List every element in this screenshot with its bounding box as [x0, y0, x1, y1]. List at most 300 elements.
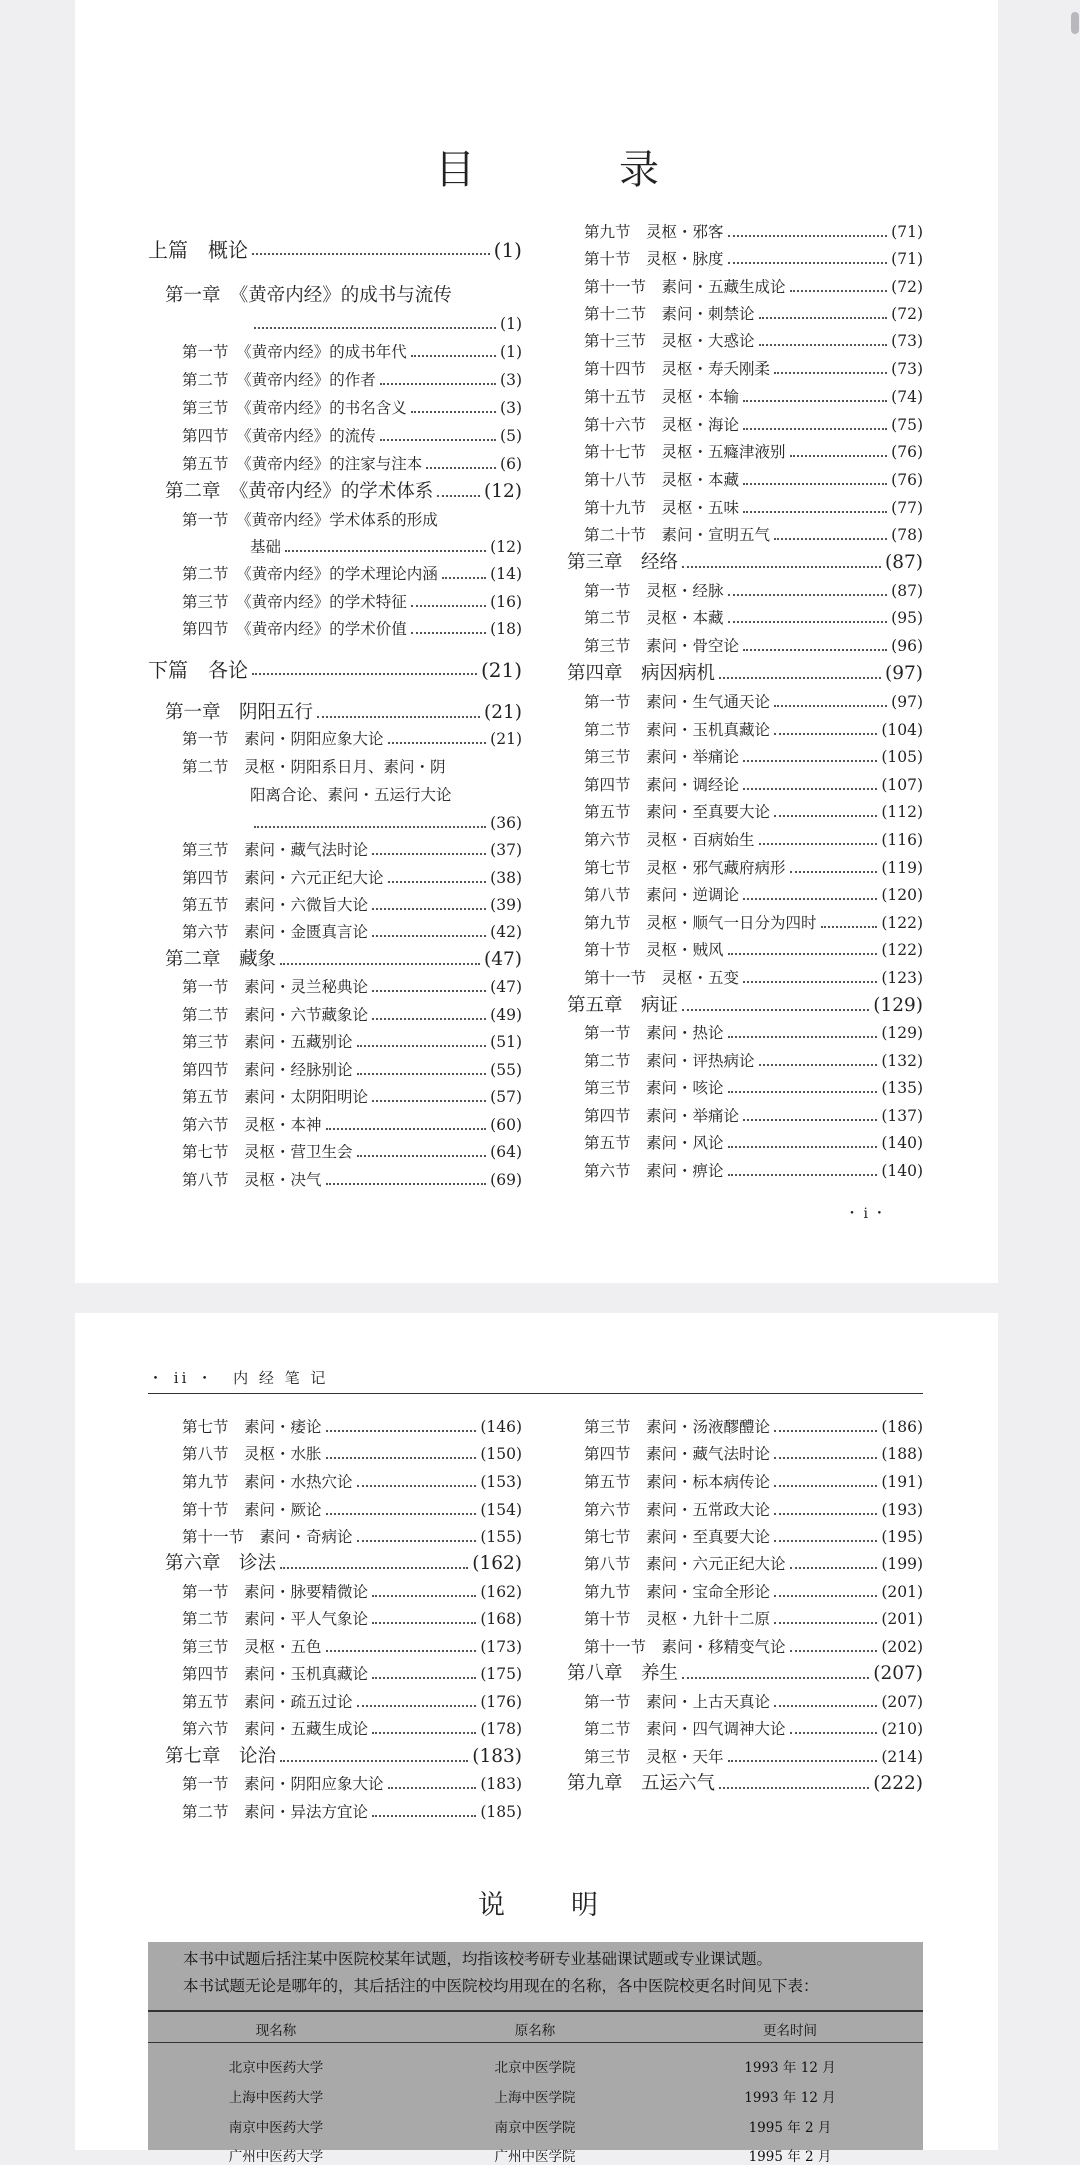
toc-leader-dots: [280, 963, 480, 965]
toc-entry-label: 第二节 素问・六节藏象论: [182, 1006, 369, 1024]
toc-leader-dots: [728, 262, 888, 264]
toc-entry: [165, 482, 522, 502]
toc-leader-dots: [774, 1705, 877, 1707]
toc-leader-dots: [728, 1036, 878, 1038]
toc-entry: [165, 1747, 522, 1767]
toc-entry-label: 第十五节 灵枢・本输: [584, 388, 740, 406]
toc-entry-label: 基础: [250, 538, 282, 556]
toc-entry-page: (78): [891, 526, 923, 544]
toc-entry-page: (76): [891, 471, 923, 489]
toc-entry: [584, 1161, 923, 1181]
toc-entry-page: (146): [480, 1418, 522, 1436]
toc-entry-page: (222): [873, 1773, 923, 1794]
toc-leader-dots: [372, 935, 486, 937]
toc-entry-page: (122): [881, 914, 923, 932]
toc-leader-dots: [774, 1485, 877, 1487]
toc-leader-dots: [285, 550, 486, 552]
toc-entry: [584, 913, 923, 933]
toc-entry-label: 第十一节 素问・奇病论: [182, 1528, 353, 1546]
toc-entry-label: 上篇 概论: [148, 238, 248, 262]
toc-leader-dots: [743, 788, 877, 790]
toc-entry-label: 第七节 灵枢・邪气藏府病形: [584, 859, 786, 877]
toc-entry-page: (74): [891, 388, 923, 406]
toc-entry: [584, 1051, 923, 1071]
toc-entry-label: 第二章 《黄帝内经》的学术体系: [165, 481, 434, 502]
toc-entry-page: (1): [500, 315, 522, 333]
toc-leader-dots: [728, 621, 888, 623]
toc-entry-label: 第六节 素问・金匮真言论: [182, 923, 369, 941]
toc-entry: [584, 359, 923, 379]
toc-entry: [584, 1747, 923, 1767]
toc-entry: [182, 1609, 522, 1629]
toc-entry-label: 阳离合论、素问・五运行大论: [250, 786, 452, 804]
toc-entry: [182, 1527, 522, 1547]
toc-leader-dots: [743, 428, 887, 430]
toc-leader-dots: [728, 1760, 878, 1762]
toc-entry-label: 第八节 灵枢・决气: [182, 1171, 322, 1189]
toc-entry-label: 第三节 灵枢・天年: [584, 1748, 724, 1766]
toc-entry-page: (155): [480, 1528, 522, 1546]
toc-entry-label: 第一节 《黄帝内经》学术体系的形成: [182, 511, 438, 529]
toc-entry: [584, 525, 923, 545]
toc-entry-label: 第九节 素问・水热穴论: [182, 1473, 353, 1491]
toc-entry-page: (21): [490, 730, 522, 748]
toc-entry: [182, 1115, 522, 1135]
toc-leader-dots: [774, 1540, 877, 1542]
note-line-1: 本书中试题后括注某中医院校某年试题，均指该校考研专业基础课试题或专业课试题。: [183, 1950, 773, 1968]
page-number-i: ・ i ・: [845, 1206, 887, 1222]
toc-entry: [182, 895, 522, 915]
toc-entry-page: (195): [881, 1528, 923, 1546]
toc-entry-label: 第十一节 灵枢・五变: [584, 969, 740, 987]
toc-entry-label: 第二节 素问・平人气象论: [182, 1610, 369, 1628]
toc-entry-page: (183): [472, 1746, 522, 1767]
table-cell-rename-date: 1993 年 12 月: [744, 2060, 836, 2076]
toc-leader-dots: [682, 1009, 869, 1011]
toc-entry: [165, 703, 522, 723]
toc-entry: [584, 885, 923, 905]
toc-entry-page: (87): [891, 582, 923, 600]
toc-entry-page: (71): [891, 250, 923, 268]
toc-entry-label: 第二节 《黄帝内经》的作者: [182, 371, 376, 389]
toc-entry-label: 第十八节 灵枢・本藏: [584, 471, 740, 489]
toc-entry-label: 第八节 灵枢・水胀: [182, 1445, 322, 1463]
toc-entry: [148, 240, 522, 260]
toc-entry-page: (21): [484, 702, 522, 723]
toc-entry: [250, 813, 522, 833]
toc-entry-label: 第十节 灵枢・脉度: [584, 250, 724, 268]
toc-entry-label: 第一节 素问・阴阳应象大论: [182, 730, 384, 748]
toc-entry-label: 第九节 灵枢・顺气一日分为四时: [584, 914, 817, 932]
toc-entry-label: 第一节 素问・热论: [584, 1024, 724, 1042]
toc-leader-dots: [790, 1567, 878, 1569]
toc-entry-page: (21): [480, 658, 522, 682]
toc-leader-dots: [759, 843, 878, 845]
toc-leader-dots: [254, 327, 496, 329]
toc-entry-page: (162): [472, 1553, 522, 1574]
toc-entry: [182, 1060, 522, 1080]
toc-entry-label: 第十一节 素问・五藏生成论: [584, 278, 786, 296]
toc-entry-label: 第一节 素问・上古天真论: [584, 1693, 771, 1711]
toc-entry: [584, 1078, 923, 1098]
toc-entry: [182, 370, 522, 390]
toc-entry-label: 第三节 素问・骨空论: [584, 637, 740, 655]
toc-entry-label: 第四节 素问・举痛论: [584, 1107, 740, 1125]
toc-entry-page: (132): [881, 1052, 923, 1070]
table-cell-original-name: 南京中医学院: [494, 2120, 576, 2136]
toc-entry: [584, 1609, 923, 1629]
toc-leader-dots: [821, 926, 878, 928]
toc-entry-label: 第六节 灵枢・本神: [182, 1116, 322, 1134]
toc-leader-dots: [372, 1677, 476, 1679]
toc-entry: [584, 1106, 923, 1126]
toc-leader-dots: [719, 677, 881, 679]
toc-entry-page: (122): [881, 941, 923, 959]
toc-entry: [567, 996, 923, 1016]
toc-leader-dots: [357, 1045, 487, 1047]
toc-entry: [182, 564, 522, 584]
toc-entry-label: 第十节 灵枢・贼风: [584, 941, 724, 959]
table-cell-original-name: 广州中医学院: [494, 2149, 576, 2165]
toc-entry-label: 第一节 素问・脉要精微论: [182, 1583, 369, 1601]
toc-leader-dots: [442, 577, 486, 579]
toc-entry: [584, 608, 923, 628]
toc-leader-dots: [372, 1732, 476, 1734]
toc-entry-page: (72): [891, 305, 923, 323]
toc-entry-page: (207): [881, 1693, 923, 1711]
toc-entry-label: 第四节 素问・经脉别论: [182, 1061, 353, 1079]
toc-entry-label: 第三节 素问・藏气法时论: [182, 841, 369, 859]
toc-entry-page: (173): [480, 1638, 522, 1656]
toc-entry-label: 第一节 灵枢・经脉: [584, 582, 724, 600]
table-cell-original-name: 上海中医学院: [494, 2090, 576, 2106]
toc-entry: [182, 426, 522, 446]
toc-leader-dots: [380, 439, 496, 441]
toc-entry: [567, 553, 923, 573]
toc-entry: [584, 720, 923, 740]
toc-entry: [165, 1554, 522, 1574]
toc-entry: [584, 1500, 923, 1520]
toc-leader-dots: [372, 1100, 486, 1102]
toc-entry-label: 第一章 阴阳五行: [165, 702, 314, 723]
toc-entry: [584, 442, 923, 462]
toc-leader-dots: [682, 566, 881, 568]
toc-leader-dots: [357, 1073, 487, 1075]
toc-entry: [182, 1500, 522, 1520]
notes-box: [148, 1942, 923, 2165]
toc-entry: [165, 950, 522, 970]
toc-entry: [182, 1692, 522, 1712]
toc-entry-label: 第五节 素问・六微旨大论: [182, 896, 369, 914]
toc-leader-dots: [728, 235, 888, 237]
toc-leader-dots: [280, 1760, 468, 1762]
toc-entry: [584, 940, 923, 960]
toc-leader-dots: [388, 1787, 477, 1789]
toc-entry: [584, 581, 923, 601]
toc-entry-page: (154): [480, 1501, 522, 1519]
table-header-original-name: 原名称: [514, 2023, 556, 2039]
toc-entry: [584, 1444, 923, 1464]
toc-leader-dots: [743, 483, 887, 485]
toc-entry-page: (185): [480, 1803, 522, 1821]
scrollbar-thumb[interactable]: [1071, 12, 1079, 34]
toc-leader-dots: [728, 1174, 878, 1176]
toc-entry: [182, 1087, 522, 1107]
toc-entry: [182, 1774, 522, 1794]
toc-entry: [584, 802, 923, 822]
toc-leader-dots: [743, 898, 877, 900]
toc-entry: [182, 1142, 522, 1162]
toc-leader-dots: [774, 538, 887, 540]
toc-leader-dots: [743, 981, 877, 983]
toc-entry: [584, 1692, 923, 1712]
toc-entry: [182, 1472, 522, 1492]
table-top-rule: [148, 2010, 923, 2012]
toc-entry-page: (77): [891, 499, 923, 517]
toc-entry: [584, 1417, 923, 1437]
toc-entry: [584, 1637, 923, 1657]
toc-entry: [584, 1582, 923, 1602]
toc-entry-label: 第二节 灵枢・阴阳系日月、素问・阴: [182, 758, 446, 776]
toc-entry-page: (37): [490, 841, 522, 859]
toc-leader-dots: [774, 372, 887, 374]
toc-leader-dots: [774, 1622, 877, 1624]
toc-leader-dots: [743, 649, 887, 651]
toc-entry: [567, 1664, 923, 1684]
toc-entry-page: (47): [490, 978, 522, 996]
toc-entry-label: 第六章 诊法: [165, 1553, 277, 1574]
toc-leader-dots: [357, 1705, 477, 1707]
toc-leader-dots: [372, 853, 486, 855]
toc-entry-label: 第十九节 灵枢・五味: [584, 499, 740, 517]
toc-entry-label: 第一节 《黄帝内经》的成书年代: [182, 343, 407, 361]
toc-entry-page: (210): [881, 1720, 923, 1738]
toc-entry-label: 第六节 素问・五常政大论: [584, 1501, 771, 1519]
toc-entry-page: (129): [881, 1024, 923, 1042]
toc-entry: [584, 1472, 923, 1492]
toc-leader-dots: [380, 383, 496, 385]
toc-entry: [182, 1664, 522, 1684]
toc-entry-label: 第十节 灵枢・九针十二原: [584, 1610, 771, 1628]
table-cell-rename-date: 1995 年 2 月: [748, 2120, 832, 2136]
toc-entry: [567, 664, 923, 684]
toc-entry-page: (97): [891, 693, 923, 711]
toc-entry-label: 第一节 素问・生气通天论: [584, 693, 771, 711]
toc-entry: [182, 977, 522, 997]
toc-entry: [584, 775, 923, 795]
toc-entry-label: 第五节 素问・标本病传论: [584, 1473, 771, 1491]
toc-leader-dots: [252, 673, 477, 675]
toc-entry-label: 第九节 素问・宝命全形论: [584, 1583, 771, 1601]
toc-entry: [182, 1170, 522, 1190]
toc-entry-label: 第十七节 灵枢・五癃津液别: [584, 443, 786, 461]
toc-leader-dots: [759, 1064, 878, 1066]
toc-entry-page: (60): [490, 1116, 522, 1134]
toc-entry-page: (38): [490, 869, 522, 887]
toc-entry: [584, 331, 923, 351]
toc-entry: [584, 249, 923, 269]
toc-entry-page: (201): [881, 1583, 923, 1601]
toc-entry: [584, 222, 923, 242]
toc-entry-label: 第二节 素问・异法方宜论: [182, 1803, 369, 1821]
toc-entry-label: 第九节 灵枢・邪客: [584, 223, 724, 241]
toc-entry: [182, 510, 522, 530]
toc-entry: [250, 537, 522, 557]
toc-entry-label: 第五节 素问・疏五过论: [182, 1693, 353, 1711]
toc-entry-label: 第二章 藏象: [165, 949, 277, 970]
toc-leader-dots: [743, 400, 887, 402]
header-rule: [148, 1393, 923, 1394]
toc-entry: [182, 1444, 522, 1464]
toc-entry-page: (116): [881, 831, 923, 849]
toc-leader-dots: [388, 881, 487, 883]
toc-leader-dots: [357, 1540, 477, 1542]
toc-leader-dots: [372, 1815, 476, 1817]
toc-entry-page: (201): [881, 1610, 923, 1628]
toc-leader-dots: [372, 990, 486, 992]
toc-entry-page: (150): [480, 1445, 522, 1463]
toc-entry-page: (107): [881, 776, 923, 794]
toc-entry-label: 第四节 素问・玉机真藏论: [182, 1665, 369, 1683]
toc-leader-dots: [743, 760, 877, 762]
toc-entry: [182, 1582, 522, 1602]
table-cell-rename-date: 1995 年 2 月: [748, 2149, 832, 2165]
table-header-rule: [148, 2042, 923, 2043]
toc-leader-dots: [357, 1155, 487, 1157]
table-cell-current-name: 北京中医药大学: [228, 2060, 324, 2076]
toc-entry: [584, 387, 923, 407]
toc-leader-dots: [759, 344, 888, 346]
toc-entry-label: 第三节 素问・咳论: [584, 1079, 724, 1097]
toc-entry-label: 第二节 素问・四气调神大论: [584, 1720, 786, 1738]
toc-entry: [584, 747, 923, 767]
toc-entry: [182, 1719, 522, 1739]
toc-leader-dots: [326, 1513, 477, 1515]
toc-entry-page: (135): [881, 1079, 923, 1097]
toc-entry-page: (6): [500, 455, 522, 473]
toc-entry-page: (64): [490, 1143, 522, 1161]
toc-entry-page: (3): [500, 399, 522, 417]
toc-entry-page: (207): [873, 1663, 923, 1684]
toc-entry-page: (3): [500, 371, 522, 389]
toc-leader-dots: [372, 1595, 476, 1597]
toc-entry-page: (71): [891, 223, 923, 241]
toc-entry-page: (14): [490, 565, 522, 583]
toc-entry-page: (87): [885, 552, 923, 573]
toc-entry-label: 第十节 素问・厥论: [182, 1501, 322, 1519]
table-header-rename-date: 更名时间: [763, 2023, 817, 2039]
toc-entry-page: (73): [891, 332, 923, 350]
toc-entry-page: (69): [490, 1171, 522, 1189]
toc-entry: [182, 619, 522, 639]
toc-entry: [584, 692, 923, 712]
toc-entry-page: (140): [881, 1134, 923, 1152]
toc-entry: [182, 1032, 522, 1052]
toc-entry-label: 第二十节 素问・宣明五气: [584, 526, 771, 544]
toc-entry: [567, 1774, 923, 1794]
toc-leader-dots: [790, 290, 888, 292]
toc-leader-dots: [252, 253, 490, 255]
toc-leader-dots: [790, 455, 888, 457]
table-cell-current-name: 南京中医药大学: [228, 2120, 324, 2136]
toc-entry-label: 第十四节 灵枢・寿夭刚柔: [584, 360, 771, 378]
toc-entry-page: (178): [480, 1720, 522, 1738]
toc-leader-dots: [774, 1430, 877, 1432]
running-header: ・ ii ・ 内 经 笔 记: [148, 1369, 329, 1387]
toc-entry-label: 第五章 病证: [567, 995, 679, 1016]
toc-entry-page: (47): [484, 949, 522, 970]
toc-leader-dots: [728, 1146, 878, 1148]
toc-entry-page: (49): [490, 1006, 522, 1024]
toc-entry-label: 第五节 素问・至真要大论: [584, 803, 771, 821]
toc-entry: [584, 470, 923, 490]
toc-entry-page: (199): [881, 1555, 923, 1573]
toc-leader-dots: [437, 495, 480, 497]
toc-leader-dots: [728, 953, 878, 955]
toc-entry: [182, 922, 522, 942]
toc-entry-label: 第六节 素问・五藏生成论: [182, 1720, 369, 1738]
toc-leader-dots: [254, 826, 486, 828]
toc-entry-page: (57): [490, 1088, 522, 1106]
toc-entry: [182, 1005, 522, 1025]
toc-entry-page: (42): [490, 923, 522, 941]
toc-entry: [584, 830, 923, 850]
toc-entry-page: (214): [881, 1748, 923, 1766]
toc-entry-label: 第三章 经络: [567, 552, 679, 573]
toc-entry-page: (162): [480, 1583, 522, 1601]
toc-entry-label: 第十一节 素问・移精变气论: [584, 1638, 786, 1656]
toc-entry: [182, 729, 522, 749]
toc-leader-dots: [743, 511, 887, 513]
toc-title: 目 录: [435, 147, 665, 193]
toc-entry-page: (129): [873, 995, 923, 1016]
toc-entry: [182, 757, 522, 777]
toc-leader-dots: [790, 1732, 878, 1734]
toc-entry-page: (96): [891, 637, 923, 655]
toc-leader-dots: [774, 1513, 877, 1515]
toc-entry-page: (140): [881, 1162, 923, 1180]
toc-leader-dots: [326, 1457, 477, 1459]
toc-entry-page: (176): [480, 1693, 522, 1711]
toc-entry: [584, 1527, 923, 1547]
table-header-current-name: 现名称: [255, 2023, 297, 2039]
toc-entry: [182, 454, 522, 474]
toc-leader-dots: [774, 1457, 877, 1459]
toc-leader-dots: [790, 1650, 878, 1652]
toc-entry: [584, 1554, 923, 1574]
toc-leader-dots: [411, 355, 496, 357]
toc-entry: [182, 868, 522, 888]
toc-entry-label: 第二节 素问・玉机真藏论: [584, 721, 771, 739]
toc-entry: [148, 660, 522, 680]
toc-entry-label: 第二节 《黄帝内经》的学术理论内涵: [182, 565, 438, 583]
table-cell-rename-date: 1993 年 12 月: [744, 2090, 836, 2106]
toc-entry-page: (72): [891, 278, 923, 296]
toc-entry: [584, 1719, 923, 1739]
toc-entry: [584, 636, 923, 656]
toc-entry-page: (137): [881, 1107, 923, 1125]
toc-leader-dots: [411, 411, 496, 413]
toc-leader-dots: [372, 1018, 486, 1020]
toc-entry-label: 第七章 论治: [165, 1746, 277, 1767]
toc-entry: [182, 342, 522, 362]
table-cell-current-name: 上海中医药大学: [228, 2090, 324, 2106]
toc-leader-dots: [774, 815, 877, 817]
toc-entry: [584, 304, 923, 324]
toc-leader-dots: [326, 1128, 487, 1130]
toc-entry-label: 第八章 养生: [567, 1663, 679, 1684]
toc-entry: [182, 1637, 522, 1657]
